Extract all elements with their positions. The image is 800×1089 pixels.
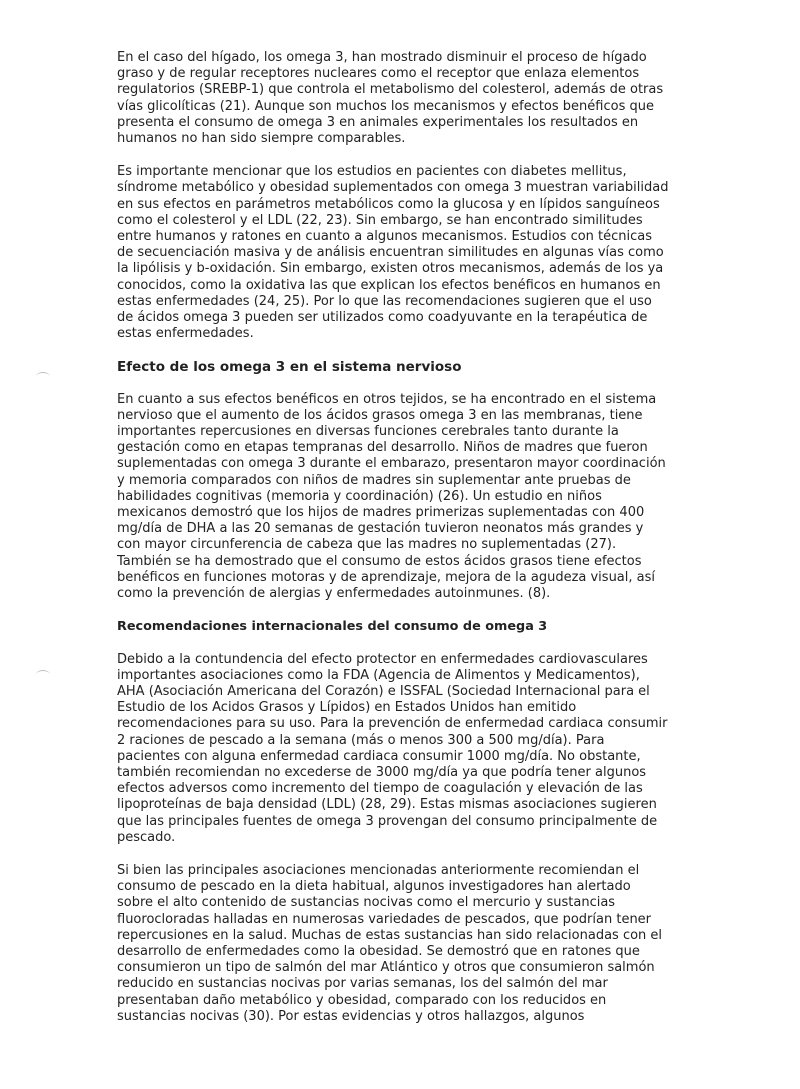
paragraph-fish-contaminants: Si bien las principales asociaciones mencionadas anteriormente recomiendan el consumo de pescado en la dieta habitual, algunos investigadores han alertado sobre el alto contenido de sustancias nocivas como el mercurio y sustancias fluorocloradas halladas en numerosas variedades de pescados, que podrían tener repercusiones en la salud. Muchas de estas sustancias han sido relacionadas con el desarrollo de enfermedades como la obesidad. Se demostró que en ratones que consumieron un tipo de salmón del mar Atlántico y otros que consumieron salmón reducido en sustancias nocivas por varias semanas, los del salmón del mar presentaban daño metabólico y obesidad, comparado con los reducidos en sustancias nocivas (30). Por estas evidencias y otros hallazgos, algunos: [117, 862, 663, 1024]
scan-mark: [36, 372, 50, 381]
scan-mark: [36, 670, 50, 679]
heading-nervous-system: Efecto de los omega 3 en el sistema nervioso: [117, 359, 462, 376]
paragraph-liver: En el caso del hígado, los omega 3, han mostrado disminuir el proceso de hígado graso y de regular receptores nucleares como el receptor que enlaza elementos regulatorios (SREBP-1) que controla el metabolismo del colesterol, además de otras vías glicolíticas (21). Aunque son muchos los mecanismos y efectos benéficos que presenta el consumo de omega 3 en animales experimentales los resultados en humanos no han sido siempre comparables.: [117, 50, 664, 147]
paragraph-diabetes: Es importante mencionar que los estudios en pacientes con diabetes mellitus, síndrome metabólico y obesidad suplementados con omega 3 muestran variabilidad en sus efectos en parámetros metabólicos como la glucosa y en lípidos sanguíneos como el colesterol y el LDL (22, 23). Sin embargo, se han encontrado similitudes entre humanos y ratones en cuanto a algunos mecanismos. Estudios con técnicas de secuenciación masiva y de análisis encuentran similitudes en algunas vías como la lipólisis y b-oxidación. Sin embargo, existen otros mecanismos, además de los ya conocidos, como la oxidativa las que explican los efectos benéficos en humanos en estas enfermedades (24, 25). Por lo que las recomendaciones sugieren que el uso de ácidos omega 3 pueden ser utilizados como coadyuvante en la terapéutica de estas enfermedades.: [117, 164, 669, 342]
body-text-column: [117, 50, 712, 1042]
paragraph-nervous-system: En cuanto a sus efectos benéficos en otros tejidos, se ha encontrado en el sistema nervioso que el aumento de los ácidos grasos omega 3 en las membranas, tiene importantes repercusiones en diversas funciones cerebrales tanto durante la gestación como en etapas tempranas del desarrollo. Niños de madres que fueron suplementadas con omega 3 durante el embarazo, presentaron mayor coordinación y memoria comparados con niños de madres sin suplementar ante pruebas de habilidades cognitivas (memoria y coordinación) (26). Un estudio en niños mexicanos demostró que los hijos de madres primerizas suplementadas con 400 mg/día de DHA a las 20 semanas de gestación tuvieron neonatos más grandes y con mayor circunferencia de cabeza que las madres no suplementadas (27). También se ha demostrado que el consumo de estos ácidos grasos tiene efectos benéficos en funciones motoras y de aprendizaje, mejora de la agudeza visual, así como la prevención de alergias y enfermedades autoinmunes. (8).: [117, 391, 666, 602]
paragraph-recommendations: Debido a la contundencia del efecto protector en enfermedades cardiovasculares importantes asociaciones como la FDA (Agencia de Alimentos y Medicamentos), AHA (Asociación Americana del Corazón) e ISSFAL (Sociedad Internacional para el Estudio de los Acidos Grasos y Lípidos) en Estados Unidos han emitido recomendaciones para su uso. Para la prevención de enfermedad cardiaca consumir 2 raciones de pescado a la semana (más o menos 300 a 500 mg/día). Para pacientes con alguna enfermedad cardiaca consumir 1000 mg/día. No obstante, también recomiendan no excederse de 3000 mg/día ya que podría tener algunos efectos adversos como incremento del tiempo de coagulación y elevación de las lipoproteínas de baja densidad (LDL) (28, 29). Estas mismas asociaciones sugieren que las principales fuentes de omega 3 provengan del consumo principalmente de pescado.: [117, 651, 668, 845]
heading-recommendations: Recomendaciones internacionales del consumo de omega 3: [117, 619, 548, 635]
